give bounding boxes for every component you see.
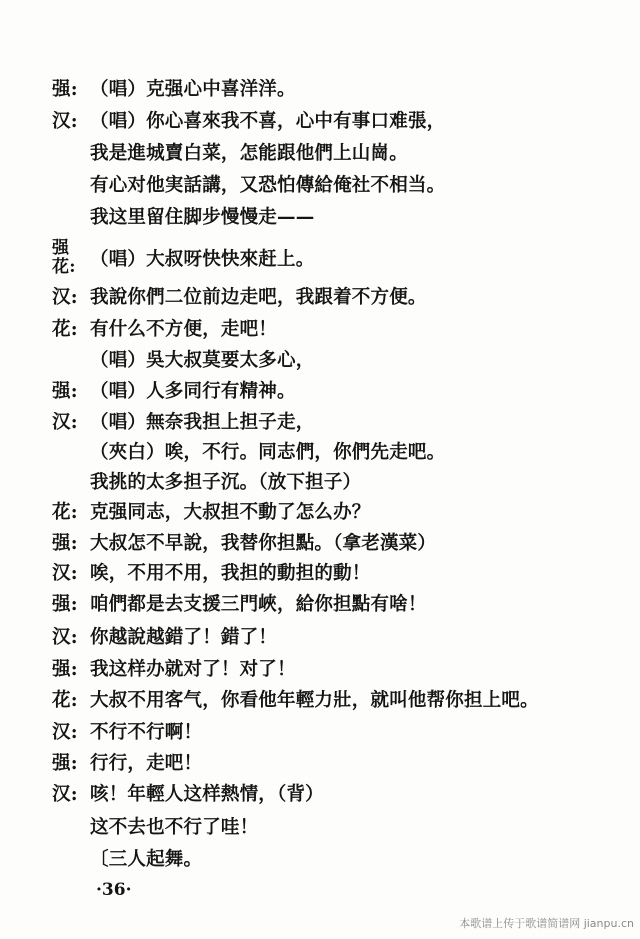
dialogue-line: [52, 683, 539, 715]
line-text: （唱）大叔呀快快來赶上。: [90, 249, 315, 270]
line-text: 咱們都是去支援三門峽，給你担點有啥！: [90, 594, 427, 615]
dialogue-line: [52, 465, 361, 497]
dialogue-line: [52, 810, 258, 842]
speaker-label: 花:: [52, 690, 78, 711]
line-text: 大叔怎不早說，我替你担點。（拿老漢菜）: [90, 533, 437, 554]
line-text: 行行，走吧！: [90, 753, 203, 774]
stage-direction: [52, 842, 202, 874]
speaker-label: 花:: [52, 502, 78, 523]
dialogue-line: [52, 374, 296, 406]
speaker-label-stacked: [52, 239, 90, 277]
dialogue-line: [52, 526, 436, 558]
watermark: 本歌谱上传于歌谱简谱网 jianpu.cn: [459, 917, 634, 930]
page-number: ·36·: [96, 880, 132, 900]
line-text: 我是進城賣白菜，怎能跟他們上山崗。: [90, 143, 408, 164]
speaker-label: 汉:: [52, 111, 78, 132]
dialogue-line: [52, 495, 371, 527]
dialogue-line: [52, 72, 296, 104]
line-text: （唱）吳大叔莫要太多心，: [90, 350, 315, 371]
dialogue-line: [52, 652, 296, 684]
line-text: 有心对他実話講，又恐怕傳給俺社不相当。: [90, 175, 446, 196]
dialogue-line: [52, 620, 277, 652]
speaker-label: 花:: [52, 319, 78, 340]
line-text: （唱）你心喜來我不喜，心中有事口难張，: [90, 111, 446, 132]
speaker-label: 汉:: [52, 412, 78, 433]
speaker-label: 强:: [52, 79, 78, 100]
line-text: （唱）克强心中喜洋洋。: [90, 79, 296, 100]
line-text: 我挑的太多担子沉。（放下担子）: [90, 472, 362, 493]
line-text: 〔三人起舞。: [90, 849, 203, 870]
line-text: 我这样办就对了！对了！: [90, 659, 296, 680]
speaker-label-top: 强: [52, 238, 70, 258]
speaker-label: 强:: [52, 753, 78, 774]
dialogue-line: [52, 435, 445, 467]
dialogue-line: [52, 405, 314, 437]
speaker-label-bottom: 花:: [52, 257, 76, 277]
dialogue-line: [52, 715, 202, 747]
dialogue-line: [52, 556, 371, 588]
speaker-label: 汉:: [52, 627, 78, 648]
dialogue-line: [52, 777, 324, 809]
line-text: 大叔不用客气，你看他年輕力壯，就叫他帮你担上吧。: [90, 690, 539, 711]
line-text: （夾白）唉，不行。同志們，你們先走吧。: [90, 442, 446, 463]
dialogue-line: [52, 238, 314, 278]
dialogue-line: [52, 312, 277, 344]
speaker-label: 强:: [52, 533, 78, 554]
line-text: 咳！年輕人这样熱情，（背）: [90, 784, 324, 805]
dialogue-line: [52, 200, 314, 232]
dialogue-line: [52, 136, 408, 168]
line-text: 这不去也不行了哇！: [90, 817, 259, 838]
speaker-label: 强:: [52, 594, 78, 615]
line-text: 有什么不方便，走吧！: [90, 319, 278, 340]
line-text: 我說你們二位前边走吧，我跟着不方便。: [90, 287, 427, 308]
dialogue-line: [52, 168, 445, 200]
speaker-label: 强:: [52, 381, 78, 402]
speaker-label: 汉:: [52, 784, 78, 805]
line-text: （唱）無奈我担上担子走，: [90, 412, 315, 433]
dialogue-line: [52, 343, 314, 375]
line-text: （唱）人多同行有精神。: [90, 381, 296, 402]
dialogue-line: [52, 280, 427, 312]
line-text: 不行不行啊！: [90, 722, 203, 743]
dialogue-line: [52, 104, 445, 136]
speaker-label: 汉:: [52, 287, 78, 308]
speaker-label: 强:: [52, 659, 78, 680]
dialogue-line: [52, 587, 427, 619]
line-text: 我这里留住脚步慢慢走——: [90, 207, 315, 228]
line-text: 唉，不用不用，我担的動担的動！: [90, 563, 371, 584]
line-text: 你越說越錯了！錯了！: [90, 627, 278, 648]
speaker-label: 汉:: [52, 563, 78, 584]
dialogue-line: [52, 746, 202, 778]
speaker-label: 汉:: [52, 722, 78, 743]
line-text: 克强同志，大叔担不動了怎么办？: [90, 502, 371, 523]
